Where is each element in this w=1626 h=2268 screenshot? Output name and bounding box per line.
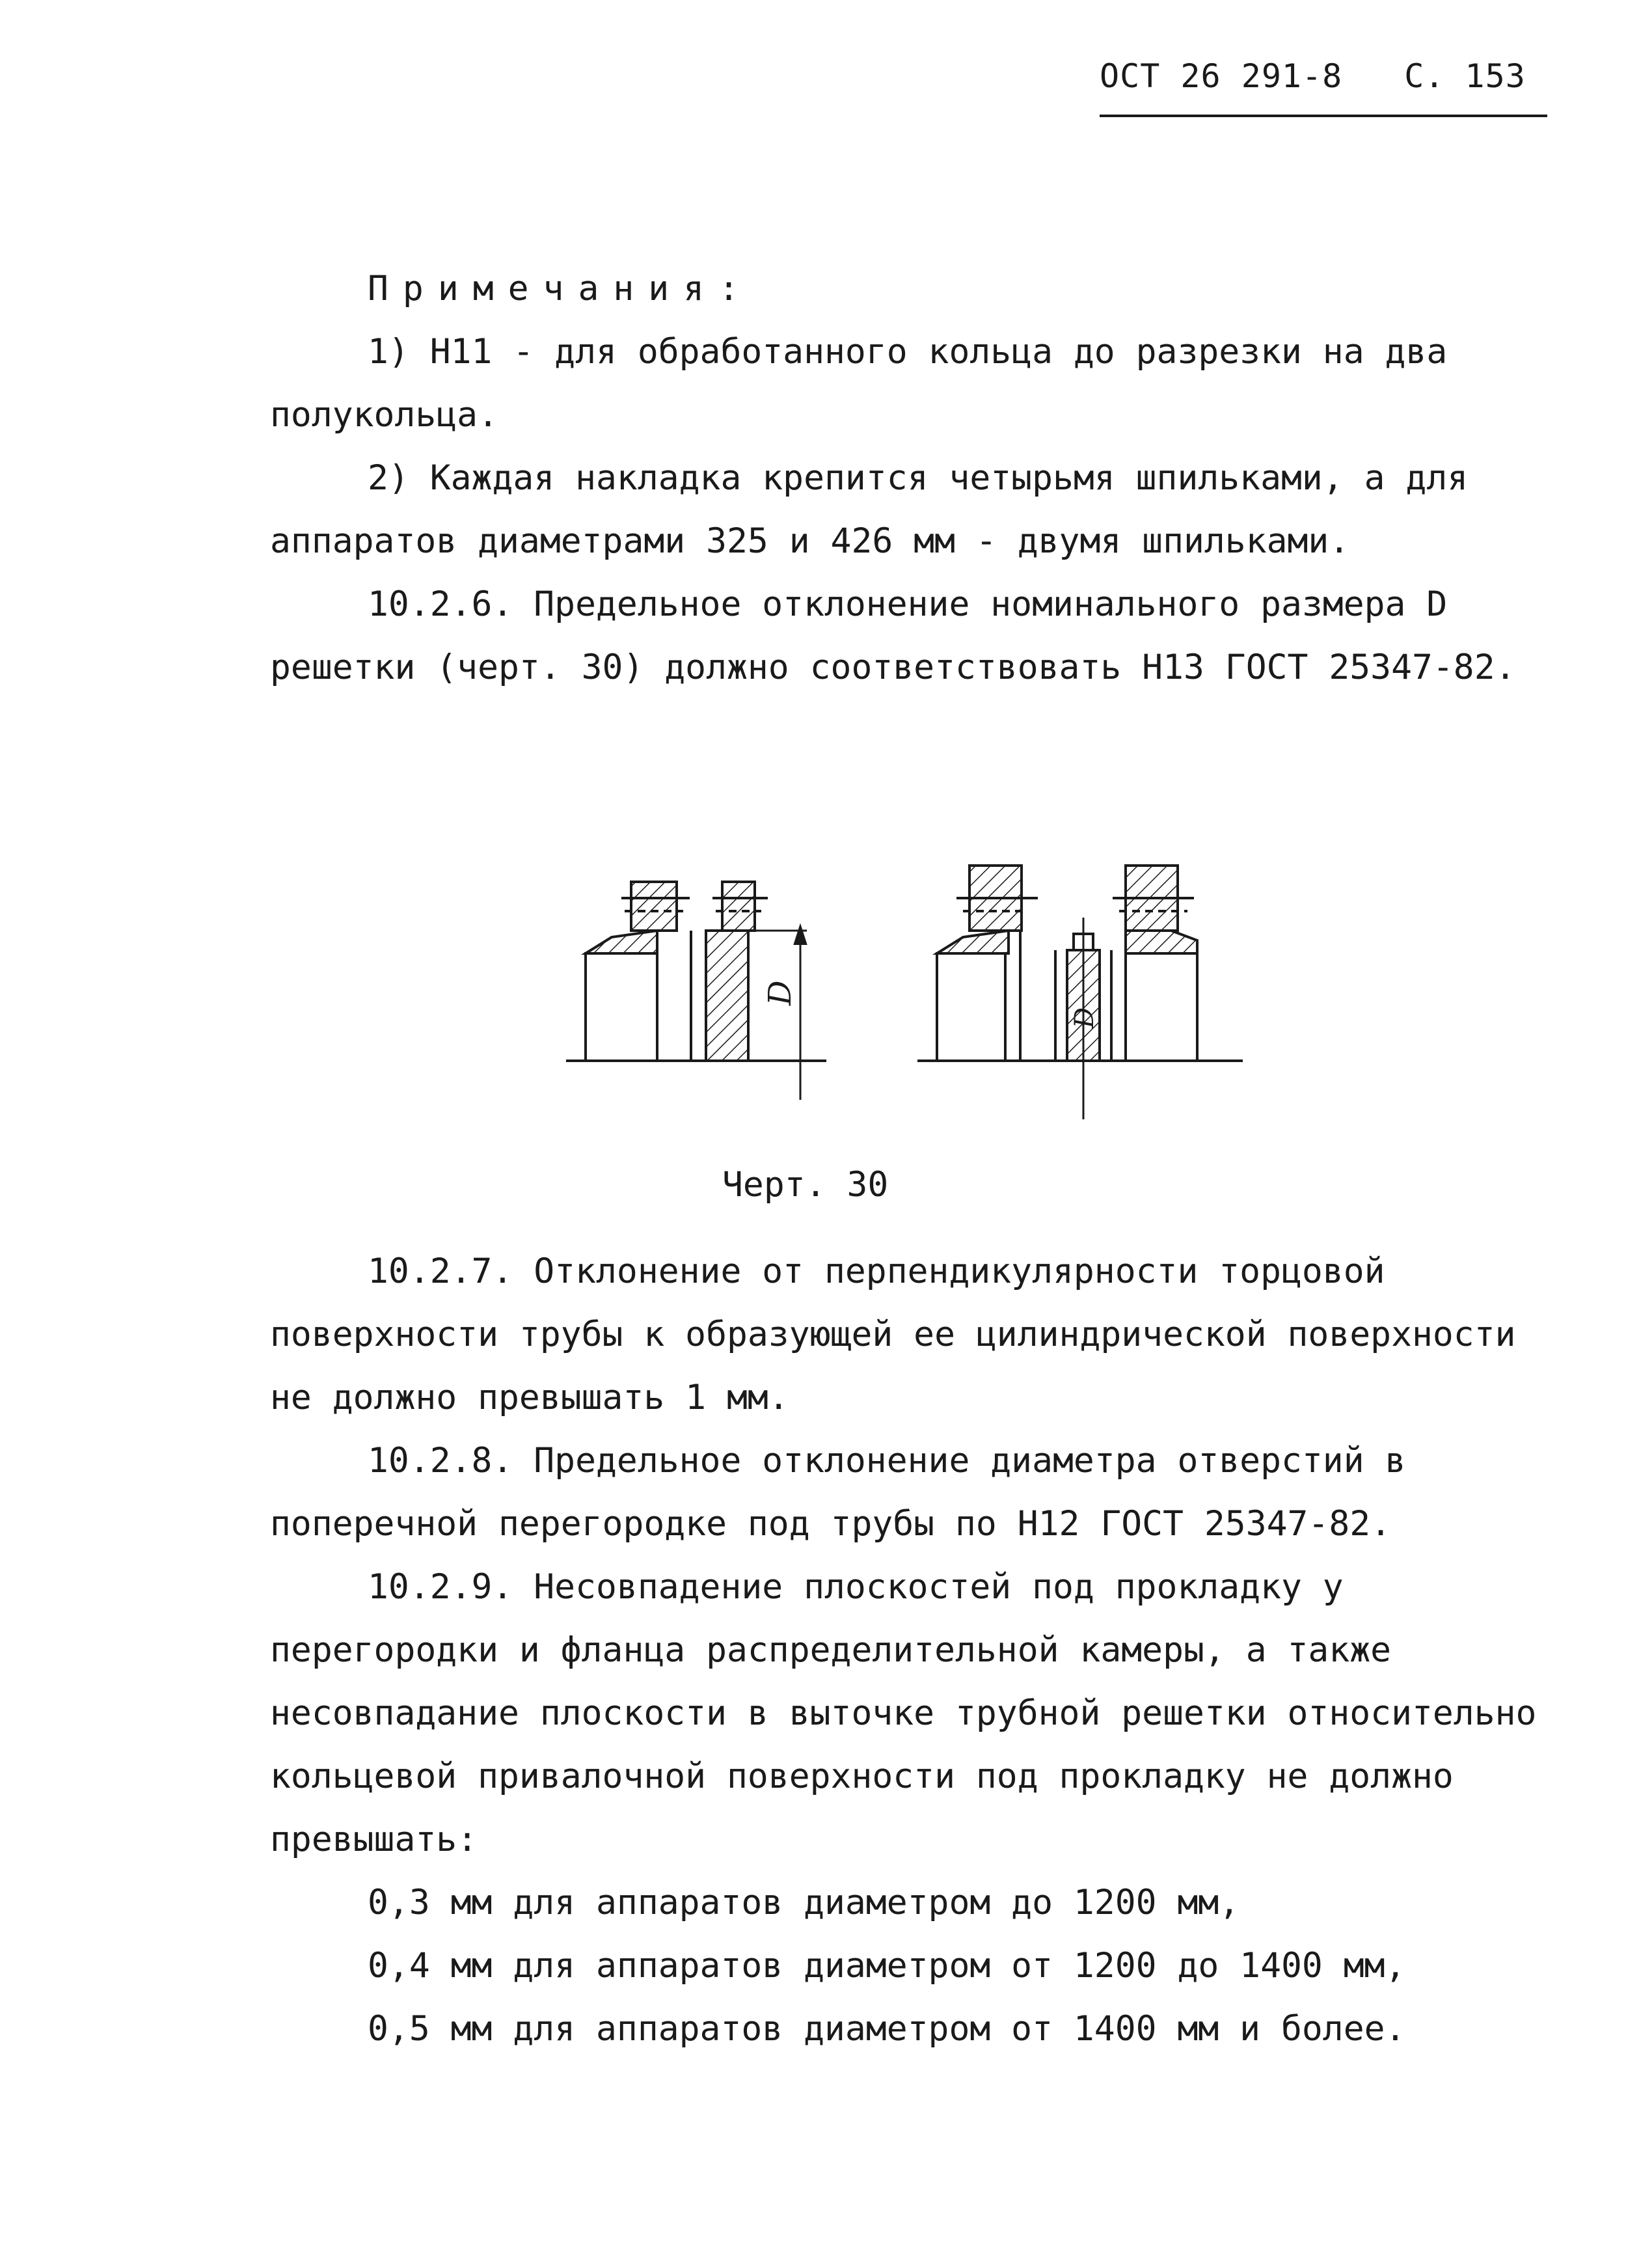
document-number: ОСТ 26 291-8 xyxy=(1100,57,1343,95)
tolerance-item: 0,4 мм для аппаратов диаметром от 1200 до 1400 мм, xyxy=(368,1946,1406,1986)
notes-block xyxy=(270,257,1558,699)
dimension-label-right: D xyxy=(1070,1007,1100,1028)
section-10-2-6: 10.2.6. Предельное отклонение номинального размера D решетки (черт. 30) должно соответствовать Н13 ГОСТ 25347-82. xyxy=(270,584,1516,687)
section-10-2-8: 10.2.8. Предельное отклонение диаметра отверстий в поперечной перегородке под трубы по Н12 ГОСТ 25347-82. xyxy=(270,1441,1427,1544)
dimension-label-left: D xyxy=(762,980,798,1005)
technical-drawing xyxy=(553,846,1256,1126)
sections-block xyxy=(270,1240,1558,2060)
note-item-1: 1) Н11 - для обработанного кольца до разрезки на два полукольца. xyxy=(270,332,1469,435)
notes-title: Примечания: xyxy=(368,269,753,308)
section-10-2-7: 10.2.7. Отклонение от перпендикулярности торцовой поверхности трубы к образующей ее цилиндрической поверхности не должно превышать 1 мм. xyxy=(270,1251,1537,1417)
page-header xyxy=(1100,57,1555,95)
tolerance-item: 0,5 мм для аппаратов диаметром от 1400 мм и более. xyxy=(368,2009,1406,2049)
figure-caption: Черт. 30 xyxy=(722,1165,889,1205)
page-number: С. 153 xyxy=(1404,57,1526,95)
right-assembly xyxy=(917,866,1243,1119)
header-underline xyxy=(1100,115,1547,117)
section-10-2-9: 10.2.9. Несовпадение плоскостей под прокладку у перегородки и фланца распределительной камеры, а также несовпадание плоскости в выточке трубной решетки относительно кольцевой привалочной поверхности под прокладку не должно превышать: xyxy=(270,1567,1558,1859)
note-item-2: 2) Каждая накладка крепится четырьмя шпильками, а для аппаратов диаметрами 325 и 426 мм - двумя шпильками. xyxy=(270,458,1489,561)
tolerance-item: 0,3 мм для аппаратов диаметром до 1200 мм, xyxy=(368,1883,1240,1922)
